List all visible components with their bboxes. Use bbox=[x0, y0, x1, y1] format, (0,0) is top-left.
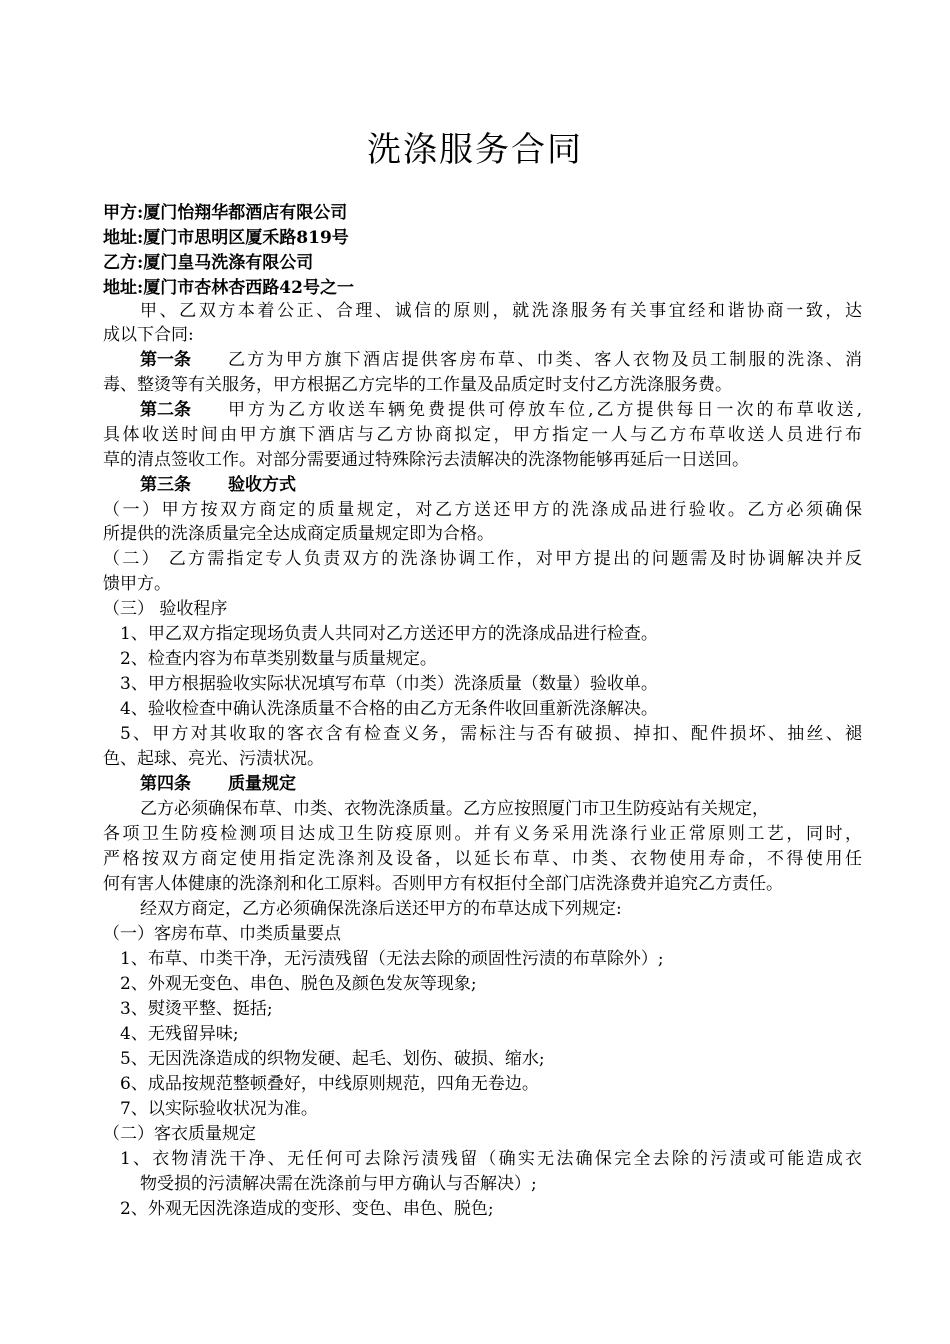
section-1-item: 5、无因洗涤造成的织物发硬、起毛、划伤、破损、缩水; bbox=[120, 1049, 545, 1069]
party-a-address: 厦门市思明区厦禾路819号 bbox=[143, 228, 349, 248]
party-a-address-line bbox=[103, 226, 349, 250]
party-a-label: 甲方: bbox=[103, 203, 144, 223]
article-4-para-line-3: 严格按双方商定使用指定洗涤剂及设备，以延长布草、巾类、衣物使用寿命，不得使用任 bbox=[103, 849, 862, 869]
article-4-para-line-4: 何有害人体健康的洗涤剂和化工原料。否则甲方有权拒付全部门店洗涤费并追究乙方责任。 bbox=[103, 874, 783, 894]
section-1-item: 4、无残留异味; bbox=[120, 1024, 239, 1044]
article-4-para-line-1: 乙方必须确保布草、巾类、衣物洗涤质量。乙方应按照厦门市卫生防疫站有关规定， bbox=[140, 799, 769, 819]
party-b-address-line bbox=[103, 276, 354, 300]
intro-line-1: 甲、乙双方本着公正、合理、诚信的原则，就洗涤服务有关事宜经和谐协商一致，达 bbox=[140, 301, 862, 321]
party-b-name: 厦门皇马洗涤有限公司 bbox=[143, 253, 314, 273]
article-3-p1-line-1: （一）甲方按双方商定的质量规定，对乙方送还甲方的洗涤成品进行验收。乙方必须确保 bbox=[103, 500, 862, 520]
article-4-label: 第四条 bbox=[140, 774, 191, 794]
article-3-item: 4、验收检查中确认洗涤质量不合格的由乙方无条件收回重新洗涤解决。 bbox=[120, 699, 658, 719]
section-2-item: 2、外观无因洗涤造成的变形、变色、串色、脱色; bbox=[120, 1199, 494, 1219]
article-1-line-1: 乙方为甲方旗下酒店提供客房布草、巾类、客人衣物及员工制服的洗涤、消 bbox=[228, 350, 862, 370]
section-1-title: （一）客房布草、巾类质量要点 bbox=[103, 924, 341, 944]
article-3-heading: 验收方式 bbox=[228, 475, 296, 495]
section-1-item: 7、以实际验收状况为准。 bbox=[120, 1099, 318, 1119]
article-3-p1-line-2: 所提供的洗涤质量完全达成商定质量规定即为合格。 bbox=[103, 524, 494, 544]
party-b-address-label: 地址: bbox=[103, 278, 144, 298]
section-2-title: （二）客衣质量规定 bbox=[103, 1124, 256, 1144]
section-1-item: 2、外观无变色、串色、脱色及颜色发灰等现象; bbox=[120, 974, 477, 994]
article-3-p3: （三） 验收程序 bbox=[103, 599, 228, 619]
party-a-line bbox=[103, 201, 347, 225]
article-2-line-1: 甲方为乙方收送车辆免费提供可停放车位,乙方提供每日一次的布草收送, bbox=[228, 400, 862, 420]
section-1-item: 3、熨烫平整、挺括; bbox=[120, 999, 273, 1019]
document-title: 洗涤服务合同 bbox=[367, 130, 583, 170]
article-1-line-2: 毒、整烫等有关服务，甲方根据乙方完毕的工作量及品质定时支付乙方洗涤服务费。 bbox=[103, 375, 732, 395]
party-a-name: 厦门怡翔华都酒店有限公司 bbox=[143, 203, 348, 223]
party-b-line bbox=[103, 251, 313, 275]
article-4-para-line-2: 各项卫生防疫检测项目达成卫生防疫原则。并有义务采用洗涤行业正常原则工艺，同时， bbox=[103, 824, 862, 844]
article-3-p2-line-1: （二） 乙方需指定专人负责双方的洗涤协调工作，对甲方提出的问题需及时协调解决并反 bbox=[103, 549, 862, 569]
section-1-item: 1、布草、巾类干净，无污渍残留（无法去除的顽固性污渍的布草除外）; bbox=[120, 949, 664, 969]
article-2-label: 第二条 bbox=[140, 400, 191, 420]
article-3-p2-line-2: 馈甲方。 bbox=[103, 574, 171, 594]
section-1-item: 6、成品按规范整顿叠好，中线原则规范，四角无卷边。 bbox=[120, 1074, 539, 1094]
article-3-item: 5、甲方对其收取的客衣含有检查义务，需标注与否有破损、掉扣、配件损坏、抽丝、褪 bbox=[120, 724, 862, 744]
article-2-line-2: 具体收送时间由甲方旗下酒店与乙方协商拟定，甲方指定一人与乙方布草收送人员进行布 bbox=[103, 425, 862, 445]
article-3-label: 第三条 bbox=[140, 475, 191, 495]
article-4-para-2: 经双方商定，乙方必须确保洗涤后送还甲方的布草达成下列规定: bbox=[140, 899, 622, 919]
article-3-item: 2、检查内容为布草类别数量与质量规定。 bbox=[120, 649, 437, 669]
section-2-item: 1、衣物清洗干净、无任何可去除污渍残留（确实无法确保完全去除的污渍或可能造成衣 bbox=[120, 1149, 862, 1169]
article-1-label: 第一条 bbox=[140, 350, 191, 370]
intro-line-2: 成以下合同: bbox=[103, 325, 194, 345]
party-a-address-label: 地址: bbox=[103, 228, 144, 248]
article-3-item-5-cont: 色、起球、亮光、污渍状况。 bbox=[103, 749, 324, 769]
party-b-label: 乙方: bbox=[103, 253, 144, 273]
article-3-item: 3、甲方根据验收实际状况填写布草（巾类）洗涤质量（数量）验收单。 bbox=[120, 674, 658, 694]
section-2-item-cont: 物受损的污渍解决需在洗涤前与甲方确认与否解决）; bbox=[140, 1174, 537, 1194]
article-4-heading: 质量规定 bbox=[228, 774, 296, 794]
article-3-item: 1、甲乙双方指定现场负责人共同对乙方送还甲方的洗涤成品进行检查。 bbox=[120, 624, 658, 644]
article-2-line-3: 草的清点签收工作。对部分需要通过特殊除污去渍解决的洗涤物能够再延后一日送回。 bbox=[103, 450, 749, 470]
party-b-address: 厦门市杏林杏西路42号之一 bbox=[143, 278, 354, 298]
